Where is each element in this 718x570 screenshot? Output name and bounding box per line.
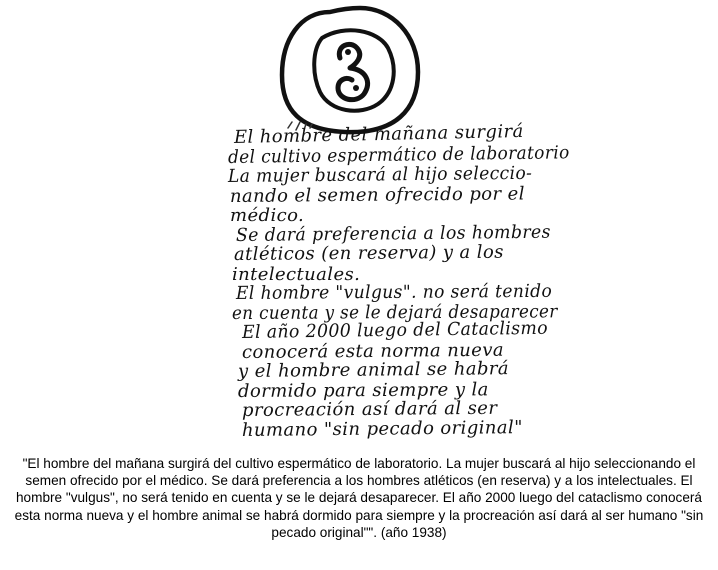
handwritten-line: en cuenta y se le dejará desaparecer: [231, 300, 558, 324]
handwritten-line: El hombre "vulgus". no será tenido: [235, 280, 553, 304]
handwritten-line: nando el semen ofrecido por el: [229, 182, 525, 207]
handwritten-line: conocerá esta norma nueva: [241, 339, 505, 363]
handwritten-line: humano "sin pecado original": [241, 416, 523, 441]
handwritten-line: médico.: [230, 205, 305, 226]
handwritten-line: y el hombre animal se habrá: [237, 358, 510, 382]
handwritten-line: La mujer buscará al hijo seleccio-: [227, 162, 533, 187]
handwritten-line: El hombre del mañana surgirá: [233, 120, 524, 148]
handwritten-line: del cultivo espermático de laboratorio: [227, 141, 570, 168]
handwritten-line: atléticos (en reserva) y a los: [233, 241, 504, 265]
handwritten-line: Se dará preferencia a los hombres: [235, 221, 551, 246]
handwritten-line: El año 2000 luego del Cataclismo: [241, 317, 549, 343]
embryo-dot-2: [353, 85, 359, 91]
handwritten-line: procreación así dará al ser: [241, 397, 498, 421]
handwritten-text: [227, 120, 570, 441]
handwritten-line: dormido para siempre y la: [237, 378, 489, 402]
caption-text: "El hombre del mañana surgirá del cultivo espermático de laboratorio. La mujer buscará al hijo seleccionando el semen ofrecido por el médico. Se dará preferencia a los hombres atléticos (en reserva) y a los intelectuales. El hombre "vulgus", no será tenido en cuenta y se le dejará desaparecer. El año 2000 luego del cataclismo conocerá esta norma nueva y el hombre animal se habrá dormido para siempre y la procreación así dará al ser humano "sin pecado original"". (año 1938): [14, 456, 704, 540]
embryo-dot-1: [345, 49, 351, 55]
handwritten-line: intelectuales.: [232, 263, 361, 285]
embryo-figure: [338, 44, 368, 99]
